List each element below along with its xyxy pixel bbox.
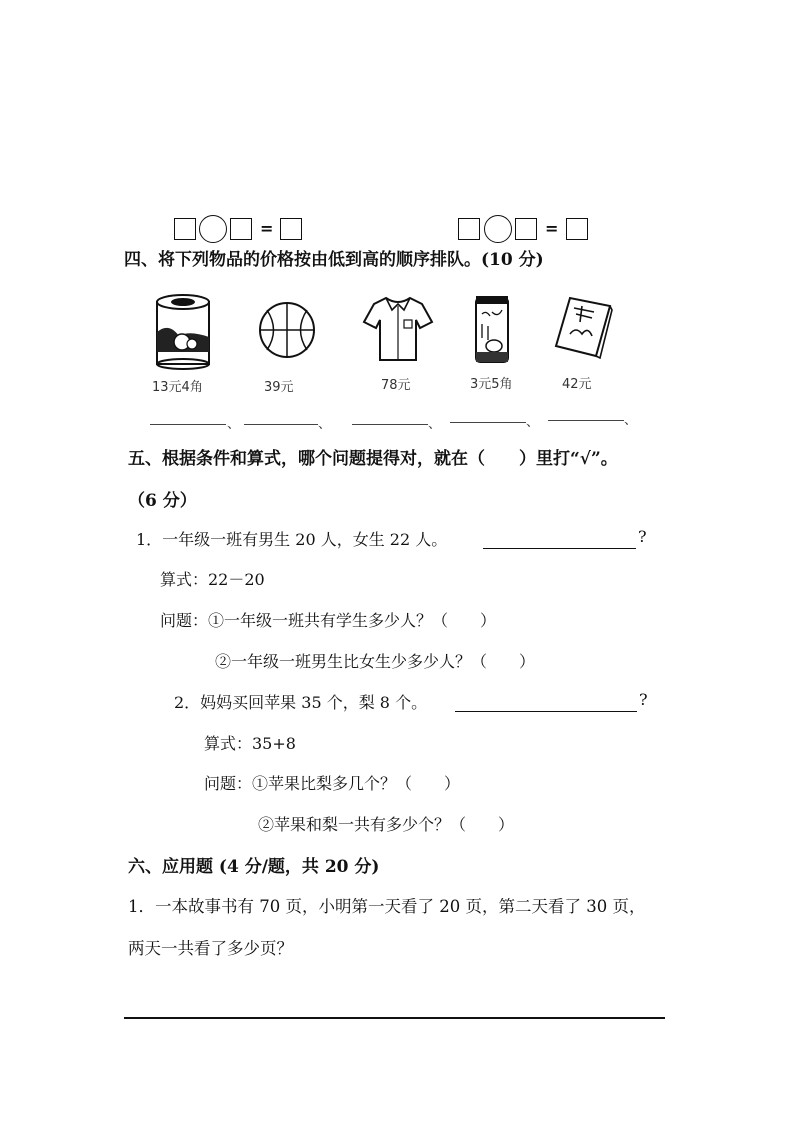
basketball-icon <box>258 300 316 360</box>
option-1[interactable]: 问题：①苹果比梨多几个？（ ） <box>204 774 461 793</box>
separator: 、 <box>526 415 540 430</box>
operator-circle[interactable] <box>484 215 512 243</box>
order-blank[interactable] <box>352 424 428 425</box>
medicine-box-icon <box>552 294 614 360</box>
price-label: 42元 <box>562 377 592 392</box>
question-blank[interactable] <box>455 711 637 712</box>
separator: 、 <box>624 413 638 428</box>
answer-box[interactable] <box>174 218 196 240</box>
price-label: 39元 <box>264 380 294 395</box>
can-icon <box>154 292 212 370</box>
section5-title: 五、根据条件和算式，哪个问题提得对，就在（ ）里打“√”。 <box>128 449 618 469</box>
question-mark: ? <box>638 527 647 546</box>
question-mark: ? <box>639 690 648 709</box>
equals-sign: = <box>260 219 274 238</box>
separator: 、 <box>227 417 241 432</box>
separator: 、 <box>318 417 332 432</box>
option-2[interactable]: ②一年级一班男生比女生少多少人？（ ） <box>215 652 536 671</box>
drink-can-icon <box>472 290 512 368</box>
question-blank[interactable] <box>483 548 636 549</box>
question-condition: 2．妈妈买回苹果 35 个，梨 8 个。 <box>174 693 428 712</box>
answer-line[interactable] <box>124 1017 665 1019</box>
option-1[interactable]: 问题：①一年级一班共有学生多少人？（ ） <box>160 611 497 630</box>
section4-title: 四、将下列物品的价格按由低到高的顺序排队。(10 分) <box>124 250 544 270</box>
option-2[interactable]: ②苹果和梨一共有多少个？（ ） <box>258 815 515 834</box>
price-label: 78元 <box>381 378 411 393</box>
operator-circle[interactable] <box>199 215 227 243</box>
separator: 、 <box>428 417 442 432</box>
shirt-icon <box>362 294 434 364</box>
answer-box[interactable] <box>280 218 302 240</box>
order-blank[interactable] <box>244 424 318 425</box>
answer-box[interactable] <box>458 218 480 240</box>
answer-box[interactable] <box>230 218 252 240</box>
order-blank[interactable] <box>150 424 226 425</box>
answer-box[interactable] <box>566 218 588 240</box>
problem-text-line2: 两天一共看了多少页？ <box>128 939 293 958</box>
order-blank[interactable] <box>450 422 526 423</box>
formula: 算式：22－20 <box>160 570 265 589</box>
formula: 算式：35+8 <box>204 734 296 753</box>
question-condition: 1．一年级一班有男生 20 人，女生 22 人。 <box>136 530 448 549</box>
equals-sign: = <box>545 219 559 238</box>
price-label: 13元4角 <box>152 380 203 395</box>
section5-score: （6 分） <box>128 491 197 511</box>
problem-text-line1: 1．一本故事书有 70 页，小明第一天看了 20 页，第二天看了 30 页， <box>128 897 646 916</box>
order-blank[interactable] <box>548 420 624 421</box>
price-label: 3元5角 <box>470 377 513 392</box>
section6-title: 六、应用题 (4 分/题，共 20 分) <box>128 857 380 877</box>
answer-box[interactable] <box>515 218 537 240</box>
